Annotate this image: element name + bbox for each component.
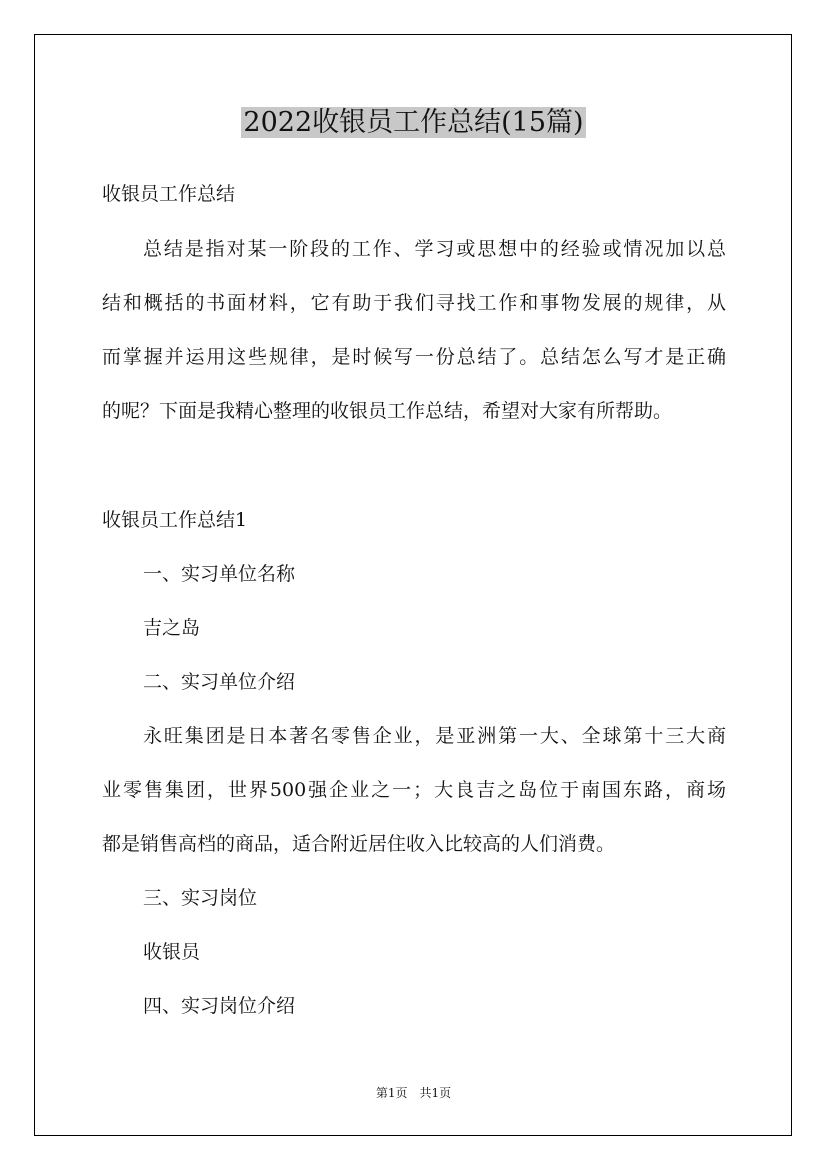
document-title	[0, 103, 827, 143]
item-heading-4: 四、实习岗位介绍	[143, 995, 296, 1017]
page-footer: 第1页 共1页	[375, 1086, 452, 1100]
item-text-1: 吉之岛	[143, 617, 201, 639]
intro-paragraph-line: 总结是指对某一阶段的工作、学习或思想中的经验或情况加以总	[143, 238, 726, 260]
intro-paragraph-line: 的呢？下面是我精心整理的收银员工作总结，希望对大家有所帮助。	[102, 400, 673, 422]
item-heading-3: 三、实习岗位	[143, 887, 258, 909]
item-paragraph-line: 都是销售高档的商品，适合附近居住收入比较高的人们消费。	[102, 833, 616, 855]
item-paragraph-line: 业零售集团，世界500强企业之一；大良吉之岛位于南国东路，商场	[102, 779, 726, 801]
item-paragraph-line: 永旺集团是日本著名零售企业，是亚洲第一大、全球第十三大商	[143, 725, 726, 747]
intro-paragraph-line: 结和概括的书面材料，它有助于我们寻找工作和事物发展的规律，从	[102, 292, 726, 314]
intro-paragraph-line: 而掌握并运用这些规律，是时候写一份总结了。总结怎么写才是正确	[102, 346, 726, 368]
item-heading-2: 二、实习单位介绍	[143, 671, 296, 693]
section-heading: 收银员工作总结1	[102, 509, 248, 531]
item-heading-1: 一、实习单位名称	[143, 563, 296, 585]
intro-heading: 收银员工作总结	[102, 183, 236, 205]
document-title-text: 2022收银员工作总结(15篇)	[243, 107, 584, 138]
item-text-3: 收银员	[143, 941, 201, 963]
